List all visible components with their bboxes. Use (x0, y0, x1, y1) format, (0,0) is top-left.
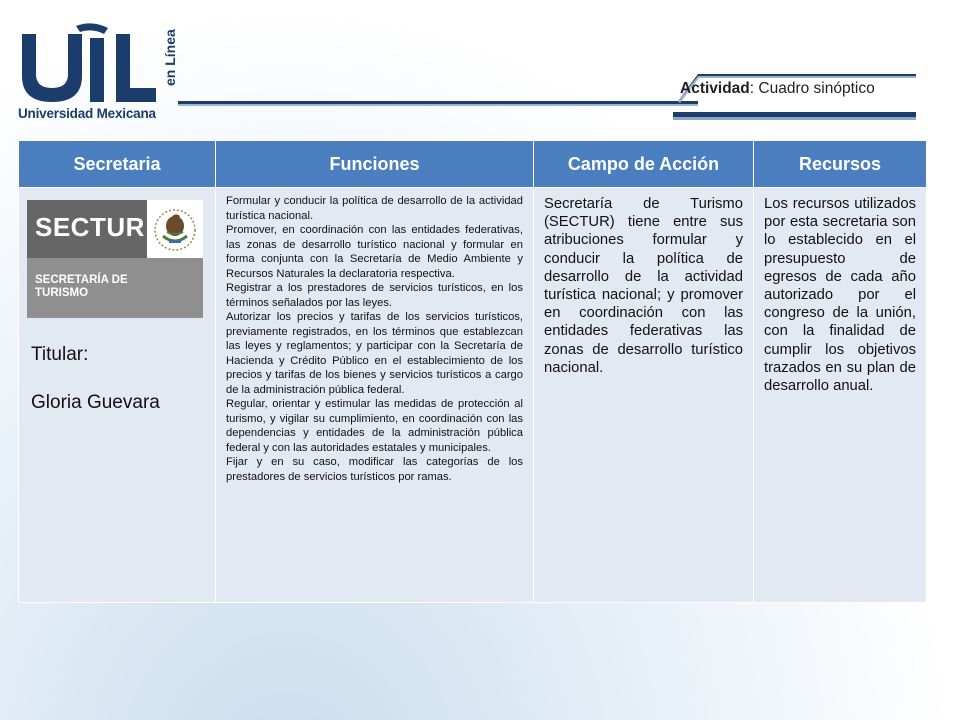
table-row (19, 188, 927, 603)
synoptic-table (18, 140, 927, 603)
column-header-funciones: Funciones (216, 141, 534, 188)
funcion-item: Autorizar los precios y tarifas de los servicios turísticos, previamente registrados, en los términos que establezcan las leyes y reglamentos; y participar con la Secretaría de Hacienda y Crédito Público en el establecimiento de los precios y tarifas de los bienes y servicios turísticos a cargo de la administración pública federal. (226, 311, 523, 396)
recursos-cell: Los recursos utilizados por esta secretaria son lo establecido en el presupuesto de egresos de cada año autorizado por el congreso de la unión, con la finalidad de cumplir los objetivos trazados en su plan de desarrollo anual. (754, 188, 927, 603)
secretaria-cell (19, 188, 216, 603)
funciones-cell (216, 188, 534, 603)
funcion-item: Regular, orientar y estimular las medidas de protección al turismo, y vigilar su cumplimiento, en coordinación con las dependencias y entidades de la administración pública federal y con las autoridades estatales y municipales. (226, 398, 523, 454)
sectur-logo-name: SECTUR (35, 212, 145, 242)
mexico-emblem-icon (149, 202, 201, 256)
activity-label-key: Actividad (680, 80, 750, 97)
unl-logo-icon (18, 22, 158, 104)
sectur-logo-subtitle-1: SECRETARÍA DE (35, 274, 128, 286)
campo-accion-cell: Secretaría de Turismo (SECTUR) tiene entre sus atribuciones formular y conducir la política de desarrollo de la actividad turística nacional; y promover en coordinación con las entidades federativas las zonas de desarrollo turístico nacional. (534, 188, 754, 603)
sectur-logo (27, 200, 203, 318)
university-logo (18, 22, 180, 126)
funcion-item: Registrar a los prestadores de servicios turísticos, en los términos señalados por las leyes. (226, 282, 523, 309)
activity-separator: : (749, 80, 755, 97)
funcion-item: Promover, en coordinación con las entidades federativas, las zonas de desarrollo turístico nacional y formular en forma conjunta con la Secretaría de Medio Ambiente y Recursos Naturales la declaratoria respectiva. (226, 224, 523, 280)
funcion-item: Formular y conducir la política de desarrollo de la actividad turística nacional. (226, 195, 523, 222)
column-header-campo: Campo de Acción (534, 141, 754, 188)
titular-label: Titular: (31, 344, 89, 365)
titular-name: Gloria Guevara (31, 392, 160, 413)
sectur-logo-subtitle-2: TURISMO (35, 287, 89, 299)
activity-value: Cuadro sinóptico (754, 80, 875, 97)
logo-side-text: en Línea (162, 29, 178, 86)
activity-label (680, 80, 875, 98)
logo-text: Universidad Mexicana (18, 106, 156, 121)
table-header-row (19, 141, 927, 188)
column-header-recursos: Recursos (754, 141, 927, 188)
funcion-item: Fijar y en su caso, modificar las categorías de los prestadores de servicios turísticos por ramas. (226, 456, 523, 483)
column-header-secretaria: Secretaria (19, 141, 216, 188)
